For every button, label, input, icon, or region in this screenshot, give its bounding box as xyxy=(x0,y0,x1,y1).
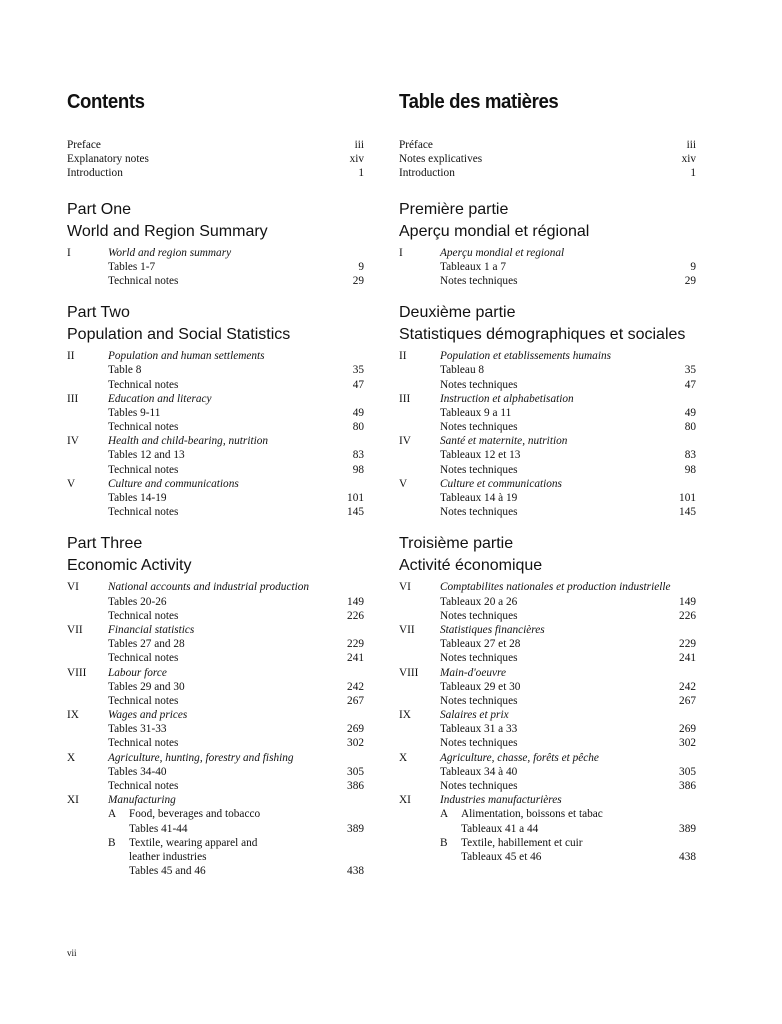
toc-entry-label: Technical notes xyxy=(108,780,179,792)
section-title: World and region summary xyxy=(108,246,232,259)
toc-row xyxy=(399,680,696,694)
section-title: Population and human settlements xyxy=(108,350,265,363)
section-row xyxy=(399,434,696,448)
section-numeral: VI xyxy=(399,581,411,594)
section-numeral: VII xyxy=(67,623,83,636)
toc-row xyxy=(67,491,364,505)
toc-row xyxy=(67,651,364,665)
toc-page-number: 438 xyxy=(679,850,696,863)
part-block xyxy=(399,302,696,519)
section-title: Comptabilites nationales et production industrielle xyxy=(440,581,671,594)
toc-row xyxy=(399,152,696,166)
section-title: Aperçu mondial et regional xyxy=(440,246,565,259)
toc-row xyxy=(67,822,364,836)
toc-page-number: 101 xyxy=(679,492,696,504)
section-title: Agriculture, hunting, forestry and fishing xyxy=(108,751,294,764)
toc-row xyxy=(67,260,364,274)
toc-page-number: 229 xyxy=(347,638,364,651)
section-numeral: V xyxy=(399,477,408,490)
heading-table-des-matieres: Table des matières xyxy=(399,91,559,113)
toc-page-number: 29 xyxy=(684,274,696,287)
parts-french xyxy=(399,199,696,865)
section-row xyxy=(67,708,364,722)
toc-row xyxy=(399,448,696,462)
toc-page-number: 269 xyxy=(347,723,364,736)
section-title: Culture and communications xyxy=(108,477,239,490)
toc-entry-label: Tableaux 31 a 33 xyxy=(440,723,518,736)
section-row xyxy=(399,751,696,765)
part-number-title: Deuxième partie xyxy=(399,304,516,322)
toc-entry-label: Notes techniques xyxy=(440,652,518,665)
section-title: Education and literacy xyxy=(108,392,212,405)
toc-entry-label: Tables 45 and 46 xyxy=(129,865,206,878)
toc-row xyxy=(67,138,364,152)
toc-row xyxy=(67,152,364,166)
section-row xyxy=(399,392,696,406)
toc-page-number: 145 xyxy=(679,506,696,519)
section-row xyxy=(67,246,364,260)
toc-entry-label: Technical notes xyxy=(108,274,179,287)
section-numeral: X xyxy=(67,751,76,764)
toc-page-number: 241 xyxy=(679,652,696,665)
toc-page-number: xiv xyxy=(681,153,696,166)
toc-page-number: 302 xyxy=(347,737,364,750)
toc-entry-label: Notes explicatives xyxy=(399,153,483,166)
toc-row xyxy=(399,505,696,519)
toc-page-number: 49 xyxy=(352,406,364,419)
toc-page-number: 101 xyxy=(347,492,364,504)
toc-page-number: 98 xyxy=(684,463,696,476)
toc-page-number: 242 xyxy=(679,680,696,693)
part-entries xyxy=(399,349,696,519)
contents-column-english xyxy=(67,88,364,878)
toc-row xyxy=(399,406,696,420)
toc-entry-label: Technical notes xyxy=(108,652,179,665)
section-row xyxy=(399,623,696,637)
section-title: Financial statistics xyxy=(108,623,195,636)
toc-page-number: 35 xyxy=(684,364,696,377)
part-entries xyxy=(67,349,364,519)
subsection-row xyxy=(67,807,364,821)
toc-row xyxy=(399,420,696,434)
section-row xyxy=(67,580,364,594)
toc-entry-label: Technical notes xyxy=(108,378,179,391)
toc-entry-label: Tables 41-44 xyxy=(129,822,188,835)
section-numeral: I xyxy=(399,246,403,259)
toc-row xyxy=(67,406,364,420)
toc-entry-label: Tableaux 41 a 44 xyxy=(461,822,539,835)
toc-entry-label: Introduction xyxy=(67,167,123,180)
part-entries xyxy=(67,580,364,878)
subsection-row xyxy=(67,836,364,850)
toc-entry-label: Technical notes xyxy=(108,506,179,519)
toc-entry-label: Tableaux 1 a 7 xyxy=(440,260,507,273)
toc-page-number: 267 xyxy=(679,694,696,707)
toc-row xyxy=(67,694,364,708)
section-title: Industries manufacturières xyxy=(440,794,562,807)
section-title: Manufacturing xyxy=(108,794,176,807)
section-numeral: II xyxy=(399,350,407,363)
toc-row xyxy=(67,463,364,477)
toc-row xyxy=(399,491,696,505)
toc-entry-label: Tableaux 9 a 11 xyxy=(440,406,512,419)
toc-page-number: 145 xyxy=(347,506,364,519)
heading-contents: Contents xyxy=(67,91,145,113)
toc-entry-label: Notes techniques xyxy=(440,463,518,476)
section-row xyxy=(399,708,696,722)
page-number: vii xyxy=(67,948,77,958)
toc-entry-label: Tableau 8 xyxy=(440,364,485,377)
section-row xyxy=(67,666,364,680)
toc-page-number: 302 xyxy=(679,737,696,750)
toc-row xyxy=(399,363,696,377)
section-numeral: III xyxy=(399,392,411,405)
part-number-title: Part Two xyxy=(67,304,130,322)
toc-page-number: 47 xyxy=(352,378,364,391)
toc-entry-label: Notes techniques xyxy=(440,274,518,287)
toc-entry-label: Introduction xyxy=(399,167,455,180)
toc-entry-label: Explanatory notes xyxy=(67,153,149,166)
toc-row xyxy=(67,166,364,180)
section-numeral: VII xyxy=(399,623,415,636)
section-row xyxy=(67,349,364,363)
section-title: Health and child-bearing, nutrition xyxy=(108,435,269,448)
toc-page-number: 149 xyxy=(347,595,364,608)
toc-row xyxy=(67,448,364,462)
part-name-title: Population and Social Statistics xyxy=(67,326,291,344)
toc-page-number: 9 xyxy=(690,260,696,273)
toc-row xyxy=(399,609,696,623)
toc-row xyxy=(399,694,696,708)
toc-entry-label: Tableaux 45 et 46 xyxy=(461,850,542,863)
section-numeral: XI xyxy=(399,794,411,807)
toc-row xyxy=(399,722,696,736)
subsection-row xyxy=(399,836,696,850)
section-title: Main-d'oeuvre xyxy=(440,666,506,679)
part-name-title: Activité économique xyxy=(399,557,543,575)
toc-row xyxy=(67,680,364,694)
toc-page-number: 149 xyxy=(679,595,696,608)
toc-page-number: 389 xyxy=(347,822,364,835)
section-row xyxy=(399,349,696,363)
section-numeral: VIII xyxy=(399,666,419,679)
toc-entry-label: Notes techniques xyxy=(440,737,518,750)
section-row xyxy=(67,751,364,765)
toc-row xyxy=(399,765,696,779)
section-numeral: IV xyxy=(67,435,79,448)
toc-row xyxy=(67,505,364,519)
toc-row xyxy=(399,736,696,750)
toc-entry-label: Tables 12 and 13 xyxy=(108,449,185,462)
toc-row xyxy=(399,779,696,793)
section-row xyxy=(67,392,364,406)
subsection-letter: B xyxy=(440,836,448,849)
toc-page-number: 29 xyxy=(352,274,364,287)
toc-page-number: 305 xyxy=(347,765,364,778)
section-numeral: X xyxy=(399,751,408,764)
part-name-title: Aperçu mondial et régional xyxy=(399,222,590,240)
section-title: Culture et communications xyxy=(440,477,562,490)
toc-entry-label: leather industries xyxy=(129,850,207,863)
section-numeral: XI xyxy=(67,794,79,807)
toc-entry-label: Tables 34-40 xyxy=(108,765,167,778)
toc-page-number: 226 xyxy=(347,609,364,622)
subsection-letter: A xyxy=(108,808,117,821)
toc-row xyxy=(67,736,364,750)
toc-entry-label: Tableaux 12 et 13 xyxy=(440,449,521,462)
section-title: Statistiques financières xyxy=(440,623,545,636)
toc-entry-label: Technical notes xyxy=(108,609,179,622)
toc-row xyxy=(399,637,696,651)
toc-entry-label: Tableaux 29 et 30 xyxy=(440,680,521,693)
toc-row xyxy=(399,850,696,864)
toc-page-number: iii xyxy=(686,139,696,151)
toc-row xyxy=(67,779,364,793)
section-title: Instruction et alphabetisation xyxy=(440,392,574,405)
toc-row xyxy=(399,595,696,609)
section-row xyxy=(399,580,696,594)
toc-entry-label: Tables 20-26 xyxy=(108,595,167,608)
toc-row xyxy=(67,378,364,392)
toc-page-number: 35 xyxy=(352,364,364,377)
section-numeral: IX xyxy=(399,709,411,722)
toc-entry-label: Tableaux 27 et 28 xyxy=(440,638,521,651)
toc-row xyxy=(67,595,364,609)
toc-entry-label: Technical notes xyxy=(108,421,179,434)
part-entries xyxy=(399,580,696,864)
section-row xyxy=(67,623,364,637)
part-number-title: Part One xyxy=(67,200,132,218)
section-numeral: VI xyxy=(67,581,79,594)
toc-row xyxy=(399,463,696,477)
part-name-title: Economic Activity xyxy=(67,557,192,575)
toc-page-number: 386 xyxy=(347,780,364,792)
toc-entry-label: Notes techniques xyxy=(440,378,518,391)
section-title: Agriculture, chasse, forêts et pêche xyxy=(440,751,599,764)
toc-entry-label: Tables 27 and 28 xyxy=(108,638,185,651)
toc-row xyxy=(67,420,364,434)
section-row xyxy=(399,666,696,680)
toc-entry-label: Tables 9-11 xyxy=(108,406,161,419)
section-row xyxy=(67,477,364,491)
subsection-title: Food, beverages and tobacco xyxy=(129,808,261,821)
toc-page-number: 98 xyxy=(352,463,364,476)
toc-entry-label: Notes techniques xyxy=(440,694,518,707)
subsection-title: Textile, habillement et cuir xyxy=(461,836,583,849)
section-numeral: II xyxy=(67,350,75,363)
toc-entry-label: Tableaux 34 à 40 xyxy=(440,765,518,778)
part-block xyxy=(67,199,364,289)
section-row xyxy=(67,434,364,448)
section-numeral: V xyxy=(67,477,76,490)
toc-row xyxy=(399,166,696,180)
section-numeral: I xyxy=(67,246,71,259)
toc-page-number: 47 xyxy=(684,378,696,391)
part-number-title: Part Three xyxy=(67,535,143,553)
toc-row xyxy=(399,138,696,152)
toc-entry-label: Notes techniques xyxy=(440,609,518,622)
toc-entry-label: Notes techniques xyxy=(440,421,518,434)
toc-page-number: 83 xyxy=(684,449,696,462)
toc-page-number: 267 xyxy=(347,694,364,707)
section-numeral: IX xyxy=(67,709,79,722)
toc-row xyxy=(399,378,696,392)
subsection-title: Alimentation, boissons et tabac xyxy=(461,808,603,821)
toc-entry-label: Tableaux 20 a 26 xyxy=(440,595,518,608)
section-title: National accounts and industrial production xyxy=(108,581,310,594)
toc-page-number: 242 xyxy=(347,680,364,693)
part-name-title: Statistiques démographiques et sociales xyxy=(399,326,686,344)
toc-entry-label: Tables 1-7 xyxy=(108,260,156,273)
toc-page-number: 305 xyxy=(679,765,696,778)
section-title: Labour force xyxy=(108,666,167,679)
front-matter-list-french xyxy=(399,138,696,181)
section-title: Santé et maternite, nutrition xyxy=(440,435,568,448)
toc-row xyxy=(399,260,696,274)
subsection-title: Textile, wearing apparel and xyxy=(129,836,258,849)
toc-row xyxy=(399,274,696,288)
toc-entry-label: Technical notes xyxy=(108,694,179,707)
contents-column-french xyxy=(399,88,696,864)
section-title: Population et etablissements humains xyxy=(440,350,612,363)
toc-entry-label: Notes techniques xyxy=(440,780,518,792)
toc-page-number: 226 xyxy=(679,609,696,622)
toc-entry-label: Notes techniques xyxy=(440,506,518,519)
part-entries xyxy=(399,246,696,289)
toc-row xyxy=(67,765,364,779)
section-row xyxy=(399,793,696,807)
toc-page-number: xiv xyxy=(349,153,364,166)
section-row xyxy=(399,246,696,260)
part-number-title: Troisième partie xyxy=(399,535,514,553)
toc-entry-label: Technical notes xyxy=(108,463,179,476)
section-row xyxy=(399,477,696,491)
toc-entry-label: Technical notes xyxy=(108,737,179,750)
section-numeral: IV xyxy=(399,435,411,448)
toc-page-number: 386 xyxy=(679,780,696,792)
toc-entry-label: Tables 14-19 xyxy=(108,492,167,504)
toc-page-number: 241 xyxy=(347,652,364,665)
subsection-letter: B xyxy=(108,836,116,849)
toc-row xyxy=(67,609,364,623)
toc-row xyxy=(67,864,364,878)
toc-page-number: 49 xyxy=(684,406,696,419)
toc-page-number: 269 xyxy=(679,723,696,736)
part-name-title: World and Region Summary xyxy=(67,222,268,240)
toc-page-number: 9 xyxy=(358,260,364,273)
front-matter-list-english xyxy=(67,138,364,181)
toc-row xyxy=(399,651,696,665)
toc-entry-label: Table 8 xyxy=(108,364,142,377)
toc-entry-label: Préface xyxy=(399,139,433,151)
toc-page-number: 229 xyxy=(679,638,696,651)
toc-row xyxy=(399,822,696,836)
toc-page-number: 80 xyxy=(352,421,364,434)
toc-page-number: 1 xyxy=(690,167,696,180)
toc-row xyxy=(67,637,364,651)
toc-row xyxy=(67,274,364,288)
toc-row xyxy=(67,850,364,864)
toc-entry-label: Tables 29 and 30 xyxy=(108,680,185,693)
section-title: Salaires et prix xyxy=(440,709,509,722)
subsection-letter: A xyxy=(440,808,449,821)
section-numeral: III xyxy=(67,392,79,405)
toc-page-number: 83 xyxy=(352,449,364,462)
subsection-row xyxy=(399,807,696,821)
toc-entry-label: Tableaux 14 à 19 xyxy=(440,492,518,504)
part-number-title: Première partie xyxy=(399,200,509,218)
toc-row xyxy=(67,363,364,377)
part-block xyxy=(67,533,364,878)
toc-page-number: 389 xyxy=(679,822,696,835)
toc-page-number: iii xyxy=(354,139,364,151)
toc-page-number: 1 xyxy=(358,167,364,180)
part-block xyxy=(67,302,364,519)
toc-entry-label: Preface xyxy=(67,139,101,151)
toc-page-number: 438 xyxy=(347,865,364,878)
toc-row xyxy=(67,722,364,736)
toc-page-number: 80 xyxy=(684,421,696,434)
parts-english xyxy=(67,199,364,879)
part-block xyxy=(399,199,696,289)
section-numeral: VIII xyxy=(67,666,87,679)
section-title: Wages and prices xyxy=(108,709,188,722)
toc-entry-label: Tables 31-33 xyxy=(108,723,167,736)
section-row xyxy=(67,793,364,807)
part-block xyxy=(399,533,696,864)
part-entries xyxy=(67,246,364,289)
